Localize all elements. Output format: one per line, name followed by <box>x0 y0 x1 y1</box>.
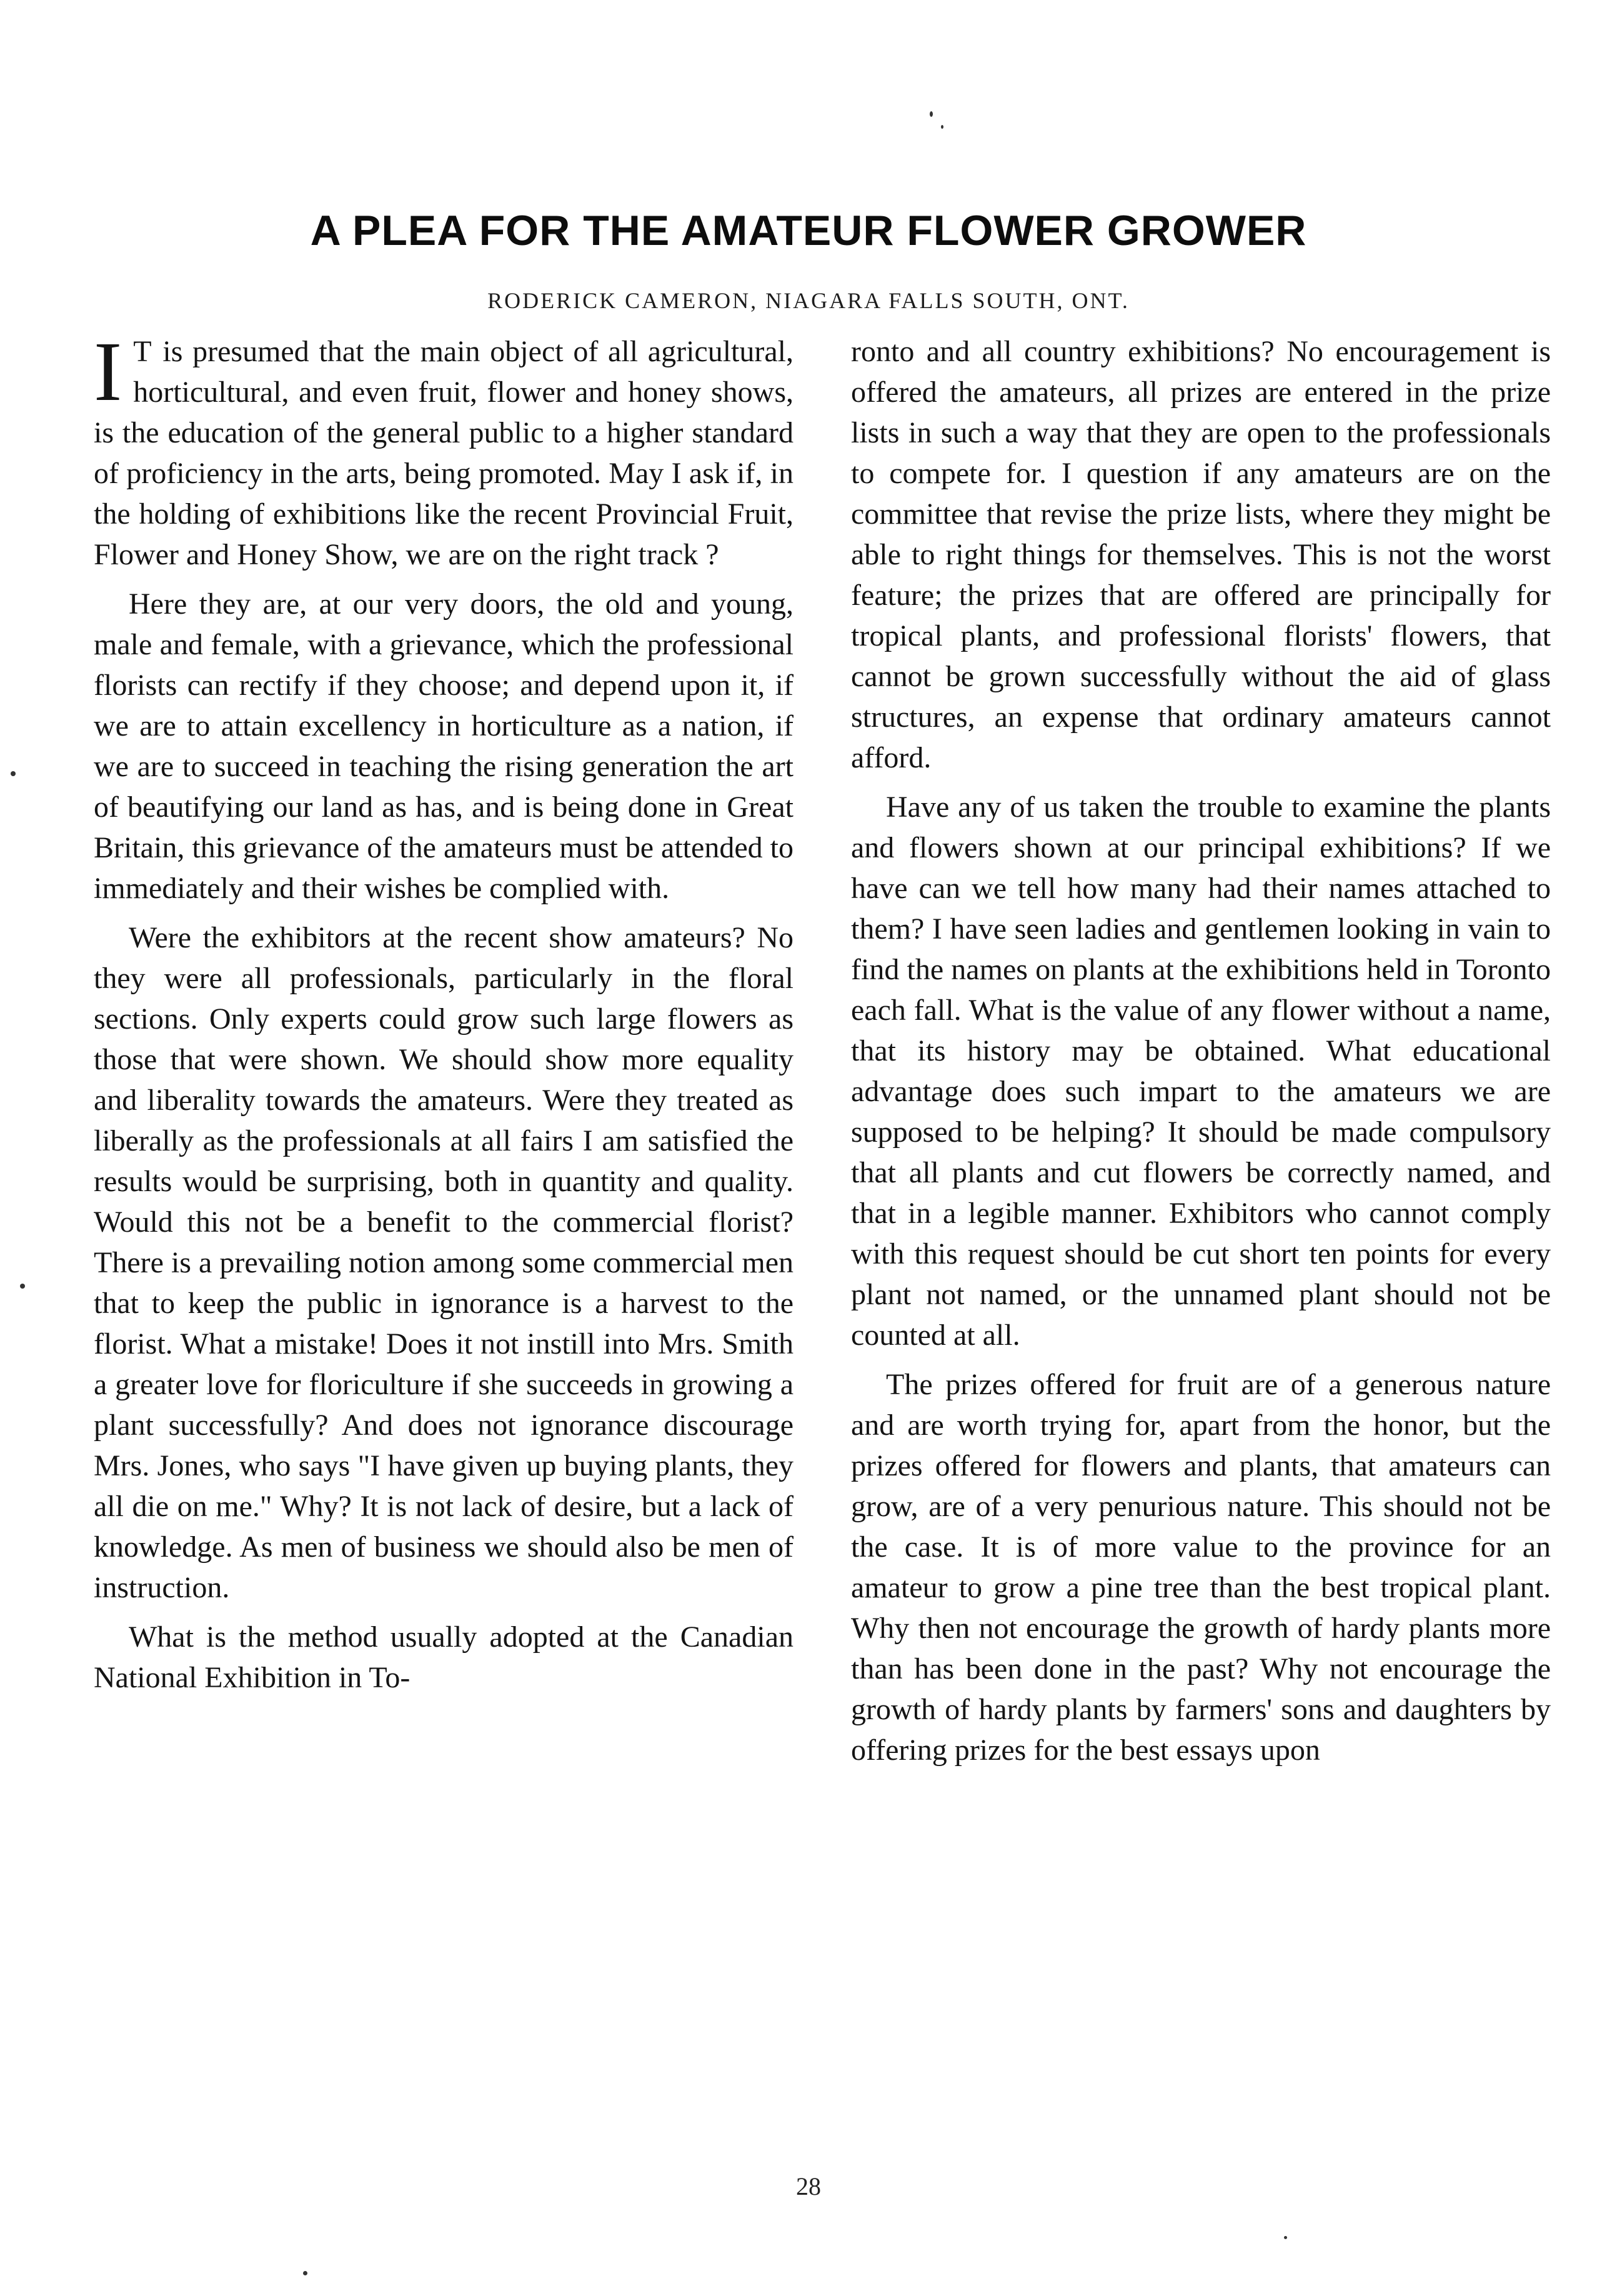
paragraph: Have any of us taken the trouble to examine the plants and flowers shown at our principal exhibitions? If we have can we tell how many had their names attached to them? I have seen ladies and gentlemen looking in vain to find the names on plants at the exhibitions held in Toronto each fall. What is the value of any flower without a name, that its history may be obtained. What educational advantage does such impart to the amateurs we are supposed to be helping? It should be made compulsory that all plants and cut flowers be correctly named, and that in a legible manner. Exhibitors who cannot comply with this request should be cut short ten points for every plant not named, or the unnamed plant should not be counted at all. <box>851 791 1551 1352</box>
paragraph: What is the method usually adopted at the Canadian National Exhibition in To- <box>94 1620 794 1694</box>
left-column <box>94 325 794 1707</box>
drop-cap: I <box>94 325 122 419</box>
article-title: A PLEA FOR THE AMATEUR FLOWER GROWER <box>310 207 1307 254</box>
scan-speck <box>930 111 933 117</box>
paragraph-text: is presumed that the main object of all agricultural, horticultural, and even fruit, flower and honey shows, is the education of the general public to a higher standard of proficiency in the arts, being promoted. May I ask if, in the holding of exhibitions like the recent Provincial Fruit, Flower and Honey Show, we are on the right track ? <box>94 335 794 571</box>
page-number: 28 <box>796 2172 821 2200</box>
right-column <box>851 331 1551 1779</box>
scan-speck <box>20 1284 25 1289</box>
paragraph: Here they are, at our very doors, the old and young, male and female, with a grievance, which the professional florists can rectify if they choose; and depend upon it, if we are to attain excellency in horticulture as a nation, if we are to succeed in teaching the rising generation the art of beautifying our land as has, and is being done in Great Britain, this grievance of the amateurs must be attended to immediately and their wishes be complied with. <box>94 587 794 905</box>
paragraph: Were the exhibitors at the recent show amateurs? No they were all professionals, particularly in the floral sections. Only experts could grow such large flowers as those that were shown. We should show more equality and liberality towards the amateurs. Were they treated as liberally as the professionals at all fairs I am satisfied the results would be surprising, both in quantity and quality. Would this not be a benefit to the commercial florist? There is a prevailing notion among some commercial men that to keep the public in ignorance is a harvest to the florist. What a mistake! Does it not instill into Mrs. Smith a greater love for floriculture if she succeeds in growing a plant successfully? And does not ignorance discourage Mrs. Jones, who says "I have given up buying plants, they all die on me." Why? It is not lack of desire, but a lack of knowledge. As men of business we should also be men of instruction. <box>94 921 794 1604</box>
scan-speck <box>303 2271 307 2275</box>
scan-speck <box>11 771 16 776</box>
paragraph: ronto and all country exhibitions? No encouragement is offered the amateurs, all prizes are entered in the prize lists in such a way that they are open to the professionals to compete for. I question if any amateurs are on the committee that revise the prize lists, where they might be able to right things for themselves. This is not the worst feature; the prizes that are offered are principally for tropical plants, and professional florists' flowers, that cannot be grown successfully without the aid of glass structures, an expense that ordinary amateurs cannot afford. <box>851 335 1551 774</box>
paragraph: The prizes offered for fruit are of a generous nature and are worth trying for, apart from the honor, but the prizes offered for flowers and plants, that amateurs can grow, are of a very penurious nature. This should not be the case. It is of more value to the province for an amateur to grow a pine tree than the best tropical plant. Why then not encourage the growth of hardy plants more than has been done in the past? Why not encourage the growth of hardy plants by farmers' sons and daughters by offering prizes for the best essays upon <box>851 1368 1551 1767</box>
article-byline: RODERICK CAMERON, NIAGARA FALLS SOUTH, ONT. <box>487 288 1130 313</box>
paragraph <box>94 325 794 575</box>
scan-speck <box>1284 2236 1287 2239</box>
lead-letter: T <box>133 335 153 368</box>
scan-speck <box>941 125 943 129</box>
